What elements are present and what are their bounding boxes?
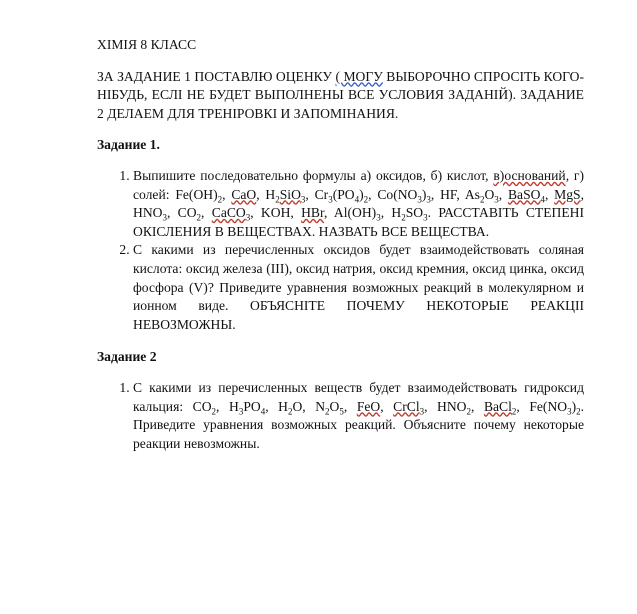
- t1i1-sep: ,: [222, 186, 232, 202]
- t1i1-sub: 3: [417, 194, 422, 205]
- task1-heading: Задание 1.: [97, 137, 160, 153]
- formula-cao: CaO: [231, 186, 257, 202]
- t1i1-sub: 3: [494, 194, 499, 205]
- t1i1-sep: , HNO: [133, 186, 585, 221]
- intro-underlined-text: ( МОГУ: [335, 68, 383, 84]
- t2i1-sub: 2: [511, 406, 517, 417]
- t1i1-sub: 3: [328, 194, 333, 205]
- t1i1-sub: 2: [401, 212, 406, 223]
- formula-crcl: CrCl: [393, 398, 420, 414]
- t2i1-sep: O, N: [292, 398, 326, 414]
- formula-hbr: HBr: [301, 205, 324, 221]
- formula-mgs: MgS: [554, 186, 581, 202]
- t1i1-bases-underlined: в)оснований: [493, 167, 566, 183]
- t1i1-sep: , CO: [166, 205, 197, 221]
- t2i1-sep: ,: [343, 398, 357, 414]
- t2i1-sub: 2: [211, 406, 217, 417]
- t1i1-sep: , Cr: [305, 186, 329, 202]
- t2i1-sep: ,: [471, 398, 484, 414]
- t2i1-sub: 2: [287, 406, 293, 417]
- formula-sio: SiO: [279, 186, 301, 202]
- t2i1-sub: 2: [576, 406, 581, 417]
- t2i1-sub: 2: [466, 406, 471, 417]
- t1i1-sep: SO: [405, 205, 424, 221]
- formula-caco: CaCO: [211, 205, 246, 221]
- intro-paragraph: [97, 68, 584, 124]
- task1-item-1: [133, 167, 584, 241]
- t1i1-sep: , KOH,: [250, 205, 302, 221]
- t1i1-sub: 3: [162, 212, 167, 223]
- t1i1-sep: ): [421, 186, 427, 202]
- t1i1-sub: 2: [479, 194, 485, 205]
- t1i1-sub: 2: [363, 194, 369, 205]
- t1i1-sep: ,: [201, 205, 212, 221]
- t1i1-sep: (PO: [332, 186, 355, 202]
- t2i1-text-end: . Приведите уравнения возможных реакций. Объясните почему некоторые реакции невозможны.: [133, 398, 585, 451]
- task2-list: [97, 379, 584, 453]
- t2i1-sep: , Fe(NO: [516, 398, 568, 414]
- t2i1-sub: 3: [419, 406, 425, 417]
- task2-heading: Задание 2: [97, 349, 157, 365]
- t1i1-sub: 2: [275, 194, 280, 205]
- task1-list: [97, 167, 584, 334]
- t1i1-sub: 2: [217, 194, 223, 205]
- document-title: ХІМІЯ 8 КЛАСС: [97, 37, 197, 52]
- t2i1-sub: 3: [238, 406, 244, 417]
- t2i1-sub: 4: [260, 406, 266, 417]
- t2i1-sep: ,: [380, 398, 394, 414]
- t2i1-sep: O: [329, 398, 340, 414]
- formula-bacl: BaCl: [483, 398, 512, 414]
- t1i1-sub: 3: [423, 212, 428, 223]
- t2i1-sep: ): [571, 398, 577, 414]
- t1i1-sep: ,: [544, 186, 555, 202]
- t1i1-sep: , HF, As: [430, 186, 480, 202]
- formula-baso: BaSO: [507, 186, 541, 202]
- task2-item-1: [133, 379, 584, 453]
- document-body: [97, 36, 584, 467]
- t2i1-sep: PO: [243, 398, 261, 414]
- t2i1-sep: , H: [265, 398, 288, 414]
- task1-item-2: 2. С какими из перечисленных оксидов будет взаимодействовать соляная кислота: оксид железа (III), оксид натрия, оксид кремния, оксид цинка, оксид фосфора (V)? Приведите уравнения возможных реакций в молекулярном и ионном виде. ОБЪЯСНІТЕ ПОЧЕМУ НЕКОТОРЫЕ РЕАКЦІІ НЕВОЗМОЖНЫ.: [133, 241, 584, 334]
- t2i1-sub: 5: [339, 406, 344, 417]
- t2i1-sub: 2: [325, 406, 330, 417]
- t1i1-sep: , H: [256, 186, 276, 202]
- t1i1-sep: ,: [498, 186, 508, 202]
- t1i1-text-a: Выпишите последовательно формулы а) оксидов, б) кислот,: [133, 167, 494, 183]
- t1i1-sep: , Co(NO: [368, 186, 418, 202]
- t1i1-sep: , H: [380, 205, 402, 221]
- t1i1-sub: 3: [245, 212, 251, 223]
- t2i1-sep: , HNO: [424, 398, 467, 414]
- t2i1-sub: 3: [567, 406, 572, 417]
- intro-text-2: ВЫБОРОЧНО СПРОСІТЬ КОГО-НІБУДЬ, ЕСЛІ НЕ БУДЕТ ВЫПОЛНЕНЫ ВСЕ УСЛОВИЯ ЗАДАНІЙ). ЗАДАНИЕ 2 ДЕЛАЕМ ДЛЯ ТРЕНІРОВКІ И ЗАПОМІНАНИЯ.: [97, 68, 584, 121]
- t2i1-sep: , H: [216, 398, 239, 414]
- t1i1-sub: 2: [196, 212, 202, 223]
- t1i1-sub: 3: [300, 194, 306, 205]
- t1i1-text-end: . РАССТАВІТЬ СТЕПЕНІ ОКІСЛЕНИЯ В ВЕЩЕСТВАХ. НАЗВАТЬ ВСЕ ВЕЩЕСТВА.: [133, 205, 585, 239]
- t1i1-sep: , Al(OH): [323, 205, 377, 221]
- formula-feo: FeO: [356, 398, 381, 414]
- t1i1-sep: O: [484, 186, 495, 202]
- t1i1-sub: 3: [426, 194, 431, 205]
- t2i1-text-a: С какими из перечисленных веществ будет взаимодействовать гидроксид кальция: CO: [133, 379, 584, 414]
- t1i1-sep: ): [359, 186, 364, 202]
- intro-text-1: ЗА ЗАДАНИЕ 1 ПОСТАВЛЮ ОЦЕНКУ: [97, 68, 336, 84]
- t1i1-text-c: , г) солей: Fe(OH): [133, 167, 585, 202]
- t1i1-sub: 3: [376, 212, 381, 223]
- t1i1-sub: 4: [540, 194, 545, 205]
- t1i1-sub: 4: [354, 194, 360, 205]
